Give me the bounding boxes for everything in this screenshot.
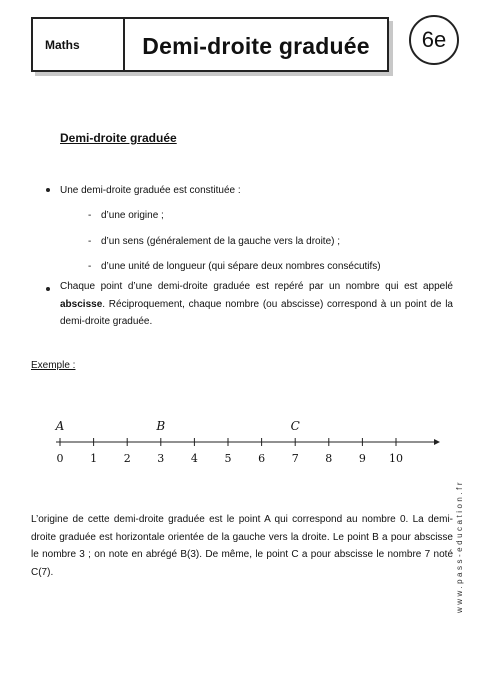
dash-icon: -	[88, 261, 92, 272]
bold-term: abscisse	[60, 298, 103, 310]
tick-label: 9	[358, 452, 366, 465]
list-item: d’une origine ;	[101, 210, 164, 221]
side-text: www.pass-education.fr	[455, 480, 464, 613]
tick-label: 0	[56, 452, 64, 465]
side-watermark	[455, 478, 469, 613]
tick-label: 2	[123, 452, 131, 465]
tick-label: 3	[157, 452, 165, 465]
point-label-c: C	[290, 419, 300, 433]
number-line	[50, 410, 440, 470]
section-title: Demi-droite graduée	[60, 131, 177, 145]
tick-label: 6	[258, 452, 266, 465]
bullet-icon	[46, 287, 50, 291]
bullet-text-part2: . Réciproquement, chaque nombre (ou abscisse) correspond à un point de la demi-droite graduée.	[60, 298, 453, 327]
dash-icon: -	[88, 210, 92, 221]
page-title: Demi-droite graduée	[142, 33, 370, 59]
tick-label: 4	[190, 452, 198, 465]
bullet-text: Une demi-droite graduée est constituée :	[60, 185, 241, 196]
tick-label: 7	[291, 452, 299, 465]
tick-label: 8	[325, 452, 333, 465]
conclusion-paragraph: L’origine de cette demi-droite graduée est le point A qui correspond au nombre 0. La demi-droite graduée est horizontale orientée de la gauche vers la droite. Le point B a pour abscisse le nombre 3 ; on note en abrégé B(3). De même, le point C a pour abscisse le nombre 7 noté C(7).	[31, 514, 453, 578]
list-item: d’une unité de longueur (qui sépare deux nombres consécutifs)	[101, 261, 381, 272]
bullet-text-part1: Chaque point d’une demi-droite graduée est repéré par un nombre qui est appelé	[60, 281, 453, 292]
list-item: d’un sens (généralement de la gauche vers la droite) ;	[101, 236, 341, 247]
bullet-paragraph	[60, 278, 453, 331]
tick-label: 5	[224, 452, 232, 465]
header-box	[31, 17, 389, 72]
example-label: Exemple :	[31, 360, 76, 371]
grade-badge: 6e	[409, 15, 459, 65]
arrow-icon	[434, 439, 440, 445]
point-label-b: B	[156, 419, 166, 433]
point-label-a: A	[55, 419, 65, 433]
tick-label: 10	[389, 452, 403, 465]
bullet-icon	[46, 188, 50, 192]
tick-label: 1	[90, 452, 98, 465]
subject-label: Maths	[33, 19, 125, 70]
dash-icon: -	[88, 236, 92, 247]
